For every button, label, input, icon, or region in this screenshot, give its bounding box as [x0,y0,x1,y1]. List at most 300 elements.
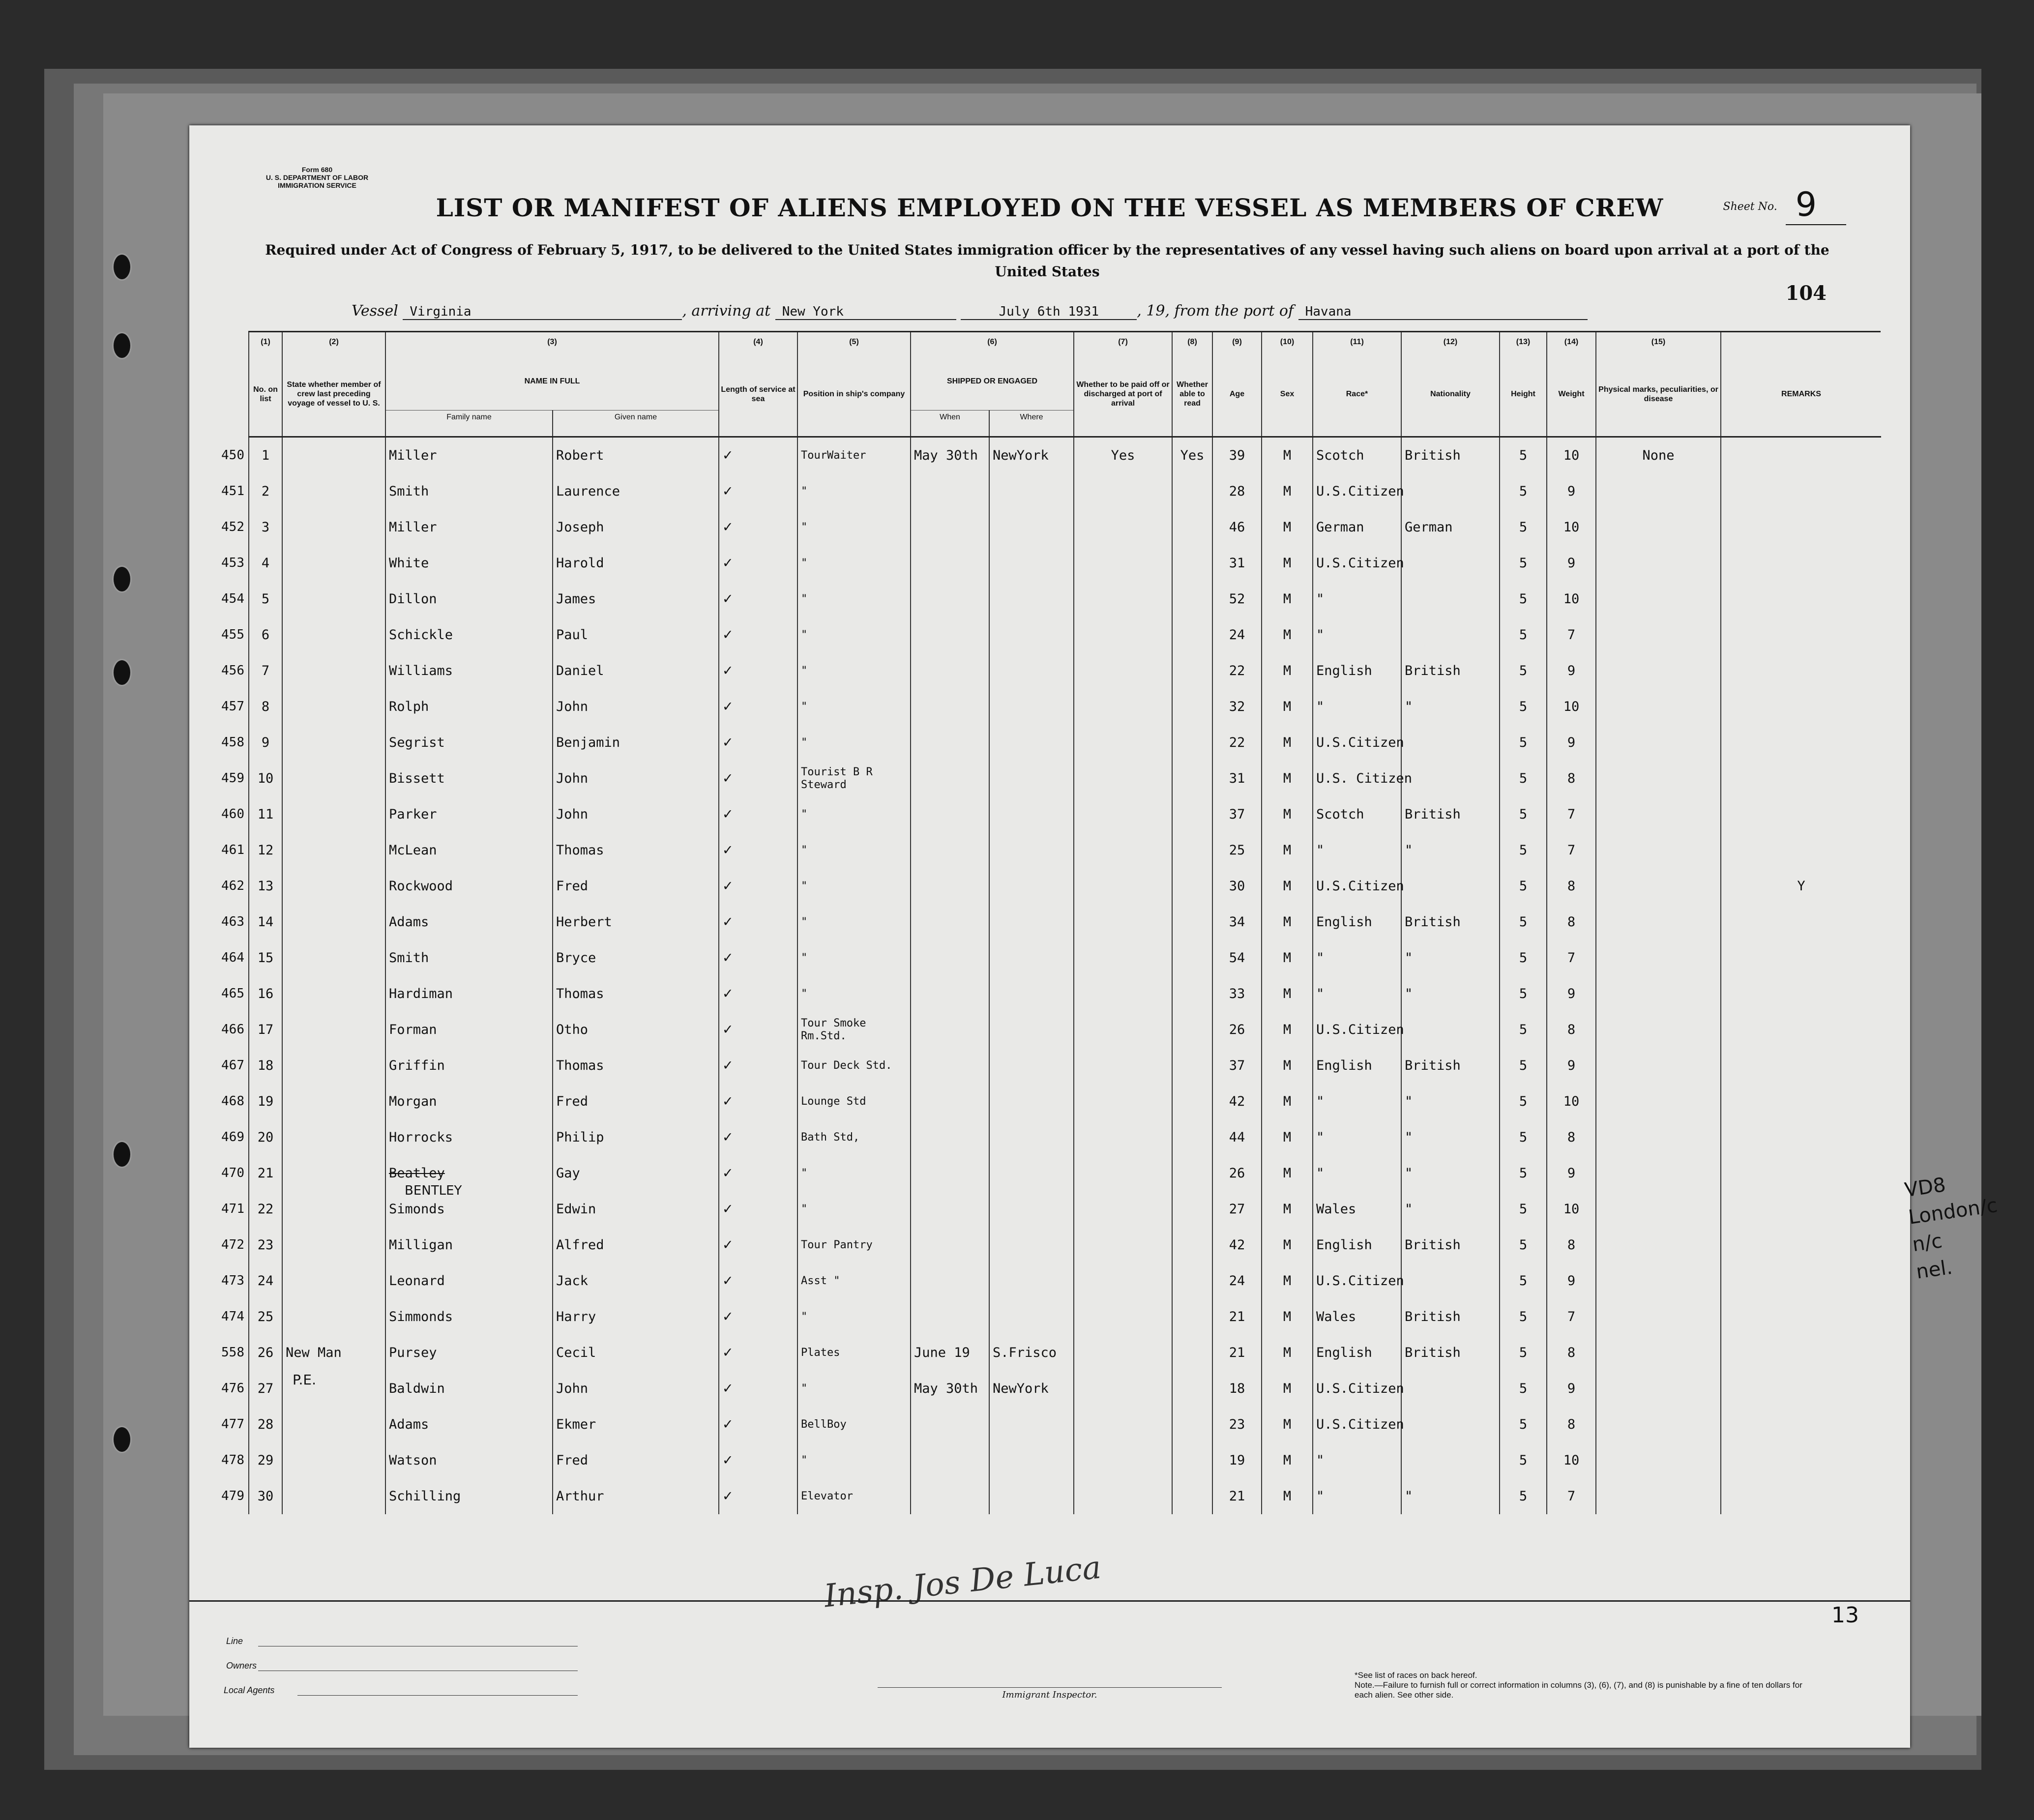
cell-weight: 7 [1547,832,1596,868]
row-number-value: 8 [261,699,270,714]
cell-row-number [221,1263,282,1299]
cell-paid-off [1074,976,1172,1012]
cell-paid-off [1074,545,1172,581]
crew-table-wrapper [221,331,1881,1592]
cell-height: 5 [1500,904,1547,940]
cell-position: Tourist B R Steward [797,761,911,796]
cell-position: TourWaiter [797,437,911,474]
cell-race: German [1313,509,1401,545]
cell-race: " [1313,940,1401,976]
cell-nationality [1401,1407,1500,1442]
cell-family-name: Smith [385,940,553,976]
table-row [249,1155,1881,1191]
cell-remarks [1721,1335,1881,1371]
ledger-number: 462 [221,879,244,893]
cell-remarks [1721,1299,1881,1335]
check-mark-icon: ✓ [722,1202,734,1217]
cell-able-to-read [1172,1335,1212,1371]
cell-row-number [221,1478,282,1514]
cell-height: 5 [1500,1119,1547,1155]
cell-height: 5 [1500,976,1547,1012]
table-row [249,1048,1881,1084]
cell-nationality [1401,545,1500,581]
cell-nationality: British [1401,1227,1500,1263]
cell-remarks [1721,689,1881,725]
cell-shipped-where: NewYork [989,437,1074,474]
cell-able-to-read [1172,617,1212,653]
line-label: Line [226,1636,243,1646]
cell-sex: M [1262,761,1313,796]
table-row [249,689,1881,725]
cell-shipped-when [911,473,989,509]
cell-row-number [221,1084,282,1119]
check-mark-icon: ✓ [722,735,734,750]
cell-paid-off [1074,761,1172,796]
cell-length-of-service [719,1012,797,1048]
cell-given-name: Thomas [553,832,719,868]
cell-physical-marks [1596,1084,1721,1119]
cell-member-of-crew [282,904,385,940]
cell-shipped-when [911,725,989,761]
cell-position: " [797,1371,911,1407]
cell-physical-marks [1596,653,1721,689]
cell-row-number [221,473,282,509]
cell-nationality [1401,761,1500,796]
cell-family-name: Leonard [385,1263,553,1299]
cell-able-to-read [1172,653,1212,689]
cell-race: Wales [1313,1191,1401,1227]
cell-remarks [1721,725,1881,761]
arrival-date: July 6th 1931 [961,304,1137,320]
table-row [249,545,1881,581]
form-number: Form 680 [301,166,333,174]
cell-given-name: Ekmer [553,1407,719,1442]
check-mark-icon: ✓ [722,1345,734,1360]
table-row [249,617,1881,653]
cell-row-number [221,545,282,581]
arrival-port: New York [775,304,956,320]
cell-paid-off [1074,617,1172,653]
cell-shipped-where [989,1155,1074,1191]
header-sex: Sex [1262,352,1313,437]
cell-shipped-when [911,581,989,617]
col-number: (8) [1172,332,1212,352]
cell-nationality: " [1401,832,1500,868]
table-row [249,1478,1881,1514]
cell-physical-marks [1596,1191,1721,1227]
cell-weight: 10 [1547,1191,1596,1227]
col-number: (2) [282,332,385,352]
table-row [249,761,1881,796]
row-number-value: 15 [257,950,274,966]
cell-age: 27 [1212,1191,1262,1227]
cell-sex: M [1262,1227,1313,1263]
ledger-number: 472 [221,1237,244,1252]
header-paid-off: Whether to be paid off or discharged at port of arrival [1074,352,1172,437]
cell-member-of-crew [282,653,385,689]
column-number-row [249,332,1881,352]
cell-sex: M [1262,832,1313,868]
handwritten-page-number: 13 [1831,1603,1859,1628]
cell-able-to-read [1172,1371,1212,1407]
cell-weight: 10 [1547,509,1596,545]
cell-age: 39 [1212,437,1262,474]
cell-nationality [1401,1012,1500,1048]
cell-able-to-read [1172,1155,1212,1191]
cell-able-to-read [1172,509,1212,545]
table-row [249,1442,1881,1478]
cell-remarks [1721,653,1881,689]
vessel-name: Virginia [403,304,682,320]
cell-height: 5 [1500,509,1547,545]
cell-given-name: Benjamin [553,725,719,761]
ledger-number: 457 [221,699,244,714]
header-able-to-read: Whether able to read [1172,352,1212,437]
cell-height: 5 [1500,1335,1547,1371]
sheet-number-label: Sheet No. [1723,201,1777,213]
cell-height: 5 [1500,1478,1547,1514]
cell-physical-marks [1596,1155,1721,1191]
crew-rows [221,437,1881,1515]
cell-race: English [1313,904,1401,940]
binder-hole [112,565,132,593]
footer-notes [1355,1671,1822,1700]
header-physical-marks: Physical marks, peculiarities, or disease [1596,352,1721,437]
cell-member-of-crew [282,832,385,868]
cell-height: 5 [1500,1407,1547,1442]
cell-nationality [1401,581,1500,617]
cell-position: " [797,1155,911,1191]
cell-family-name: Adams [385,904,553,940]
header-race: Race* [1313,352,1401,437]
check-mark-icon: ✓ [722,484,734,499]
cell-physical-marks [1596,725,1721,761]
check-mark-icon: ✓ [722,699,734,714]
cell-paid-off [1074,1191,1172,1227]
cell-remarks [1721,1191,1881,1227]
cell-given-name: Harold [553,545,719,581]
cell-sex: M [1262,509,1313,545]
departure-port: Havana [1298,304,1588,320]
cell-family-name: Miller [385,509,553,545]
cell-length-of-service [719,725,797,761]
cell-weight: 10 [1547,689,1596,725]
cell-family-name: White [385,545,553,581]
col-number: (7) [1074,332,1172,352]
cell-sex: M [1262,1442,1313,1478]
cell-remarks [1721,976,1881,1012]
cell-age: 22 [1212,725,1262,761]
cell-nationality: " [1401,1478,1500,1514]
cell-age: 31 [1212,545,1262,581]
cell-family-name: Smith [385,473,553,509]
ledger-number: 454 [221,591,244,606]
cell-remarks [1721,617,1881,653]
handwritten-correction: BENTLEY [405,1183,462,1198]
cell-sex: M [1262,1299,1313,1335]
cell-physical-marks [1596,1371,1721,1407]
ledger-number: 467 [221,1058,244,1073]
cell-nationality: " [1401,1155,1500,1191]
cell-position: Elevator [797,1478,911,1514]
row-number-value: 1 [261,448,270,463]
table-row [249,1335,1881,1371]
cell-nationality: " [1401,1119,1500,1155]
department-name: U. S. DEPARTMENT OF LABOR [265,174,369,181]
cell-age: 24 [1212,617,1262,653]
row-number-value: 2 [261,484,270,499]
cell-position: " [797,1191,911,1227]
cell-member-of-crew [282,1012,385,1048]
cell-age: 26 [1212,1155,1262,1191]
cell-sex: M [1262,1335,1313,1371]
cell-nationality: British [1401,1048,1500,1084]
cell-given-name: Thomas [553,1048,719,1084]
cell-able-to-read [1172,1263,1212,1299]
cell-able-to-read [1172,1191,1212,1227]
cell-age: 18 [1212,1371,1262,1407]
cell-nationality [1401,1442,1500,1478]
cell-nationality [1401,725,1500,761]
from-port-label: , from the port of [1165,302,1294,320]
cell-shipped-when [911,545,989,581]
cell-shipped-where [989,1119,1074,1155]
ledger-number: 460 [221,807,244,822]
cell-row-number [221,437,282,474]
row-number-value: 29 [257,1453,274,1468]
cell-able-to-read [1172,545,1212,581]
cell-length-of-service [719,617,797,653]
cell-age: 42 [1212,1084,1262,1119]
cell-physical-marks [1596,473,1721,509]
cell-row-number [221,1371,282,1407]
cell-row-number [221,509,282,545]
cell-member-of-crew [282,1155,385,1191]
cell-race: English [1313,1335,1401,1371]
arriving-label: , arriving at [682,302,771,320]
cell-length-of-service [719,581,797,617]
cell-height: 5 [1500,832,1547,868]
cell-shipped-when [911,1012,989,1048]
cell-family-name: Watson [385,1442,553,1478]
check-mark-icon: ✓ [722,1381,734,1396]
cell-able-to-read [1172,1442,1212,1478]
header-age: Age [1212,352,1262,437]
cell-physical-marks [1596,1012,1721,1048]
table-row [249,940,1881,976]
col-number: (1) [249,332,282,352]
cell-able-to-read [1172,689,1212,725]
table-row [249,1191,1881,1227]
cell-family-name: Milligan [385,1227,553,1263]
cell-race: Wales [1313,1299,1401,1335]
cell-physical-marks [1596,689,1721,725]
row-number-value: 24 [257,1273,274,1289]
cell-shipped-when [911,689,989,725]
cell-nationality: British [1401,437,1500,474]
cell-position: " [797,581,911,617]
row-number-value: 26 [257,1345,274,1360]
cell-weight: 8 [1547,1119,1596,1155]
check-mark-icon: ✓ [722,1166,734,1181]
header-family-name: Family name [385,411,553,437]
check-mark-icon: ✓ [722,1273,734,1289]
cell-weight: 7 [1547,617,1596,653]
cell-age: 37 [1212,796,1262,832]
row-number-value: 14 [257,914,274,930]
cell-paid-off [1074,1371,1172,1407]
cell-weight: 9 [1547,473,1596,509]
row-number-value: 10 [257,771,274,786]
cell-row-number [221,653,282,689]
ledger-number: 468 [221,1094,244,1109]
cell-member-of-crew [282,1442,385,1478]
cell-family-name: Forman [385,1012,553,1048]
cell-family-name: Pursey [385,1335,553,1371]
row-number-value: 22 [257,1202,274,1217]
cell-able-to-read: Yes [1172,437,1212,474]
table-row [249,1012,1881,1048]
cell-remarks [1721,1478,1881,1514]
cell-weight: 9 [1547,1371,1596,1407]
cell-length-of-service [719,1478,797,1514]
cell-age: 23 [1212,1407,1262,1442]
cell-paid-off [1074,940,1172,976]
cell-position: " [797,796,911,832]
cell-sex: M [1262,581,1313,617]
owners-label: Owners [226,1661,257,1671]
check-mark-icon: ✓ [722,879,734,894]
cell-able-to-read [1172,904,1212,940]
cell-sex: M [1262,653,1313,689]
cell-sex: M [1262,725,1313,761]
cell-age: 30 [1212,868,1262,904]
cell-position: Tour Smoke Rm.Std. [797,1012,911,1048]
cell-age: 42 [1212,1227,1262,1263]
cell-able-to-read [1172,1119,1212,1155]
vessel-label: Vessel [352,302,398,320]
cell-shipped-where [989,832,1074,868]
cell-age: 28 [1212,473,1262,509]
cell-race: " [1313,1155,1401,1191]
cell-weight: 9 [1547,1155,1596,1191]
cell-weight: 7 [1547,1299,1596,1335]
row-number-value: 18 [257,1058,274,1073]
row-number-value: 27 [257,1381,274,1396]
cell-race: Scotch [1313,796,1401,832]
col-number: (10) [1262,332,1313,352]
row-number-value: 25 [257,1309,274,1324]
cell-shipped-when [911,1407,989,1442]
handwritten-pe-mark: P.E. [293,1372,317,1388]
check-mark-icon: ✓ [722,1237,734,1253]
cell-shipped-when [911,1227,989,1263]
cell-family-name: Schickle [385,617,553,653]
ledger-number: 477 [221,1417,244,1432]
cell-paid-off [1074,796,1172,832]
header-when: When [911,411,989,437]
cell-nationality: British [1401,1335,1500,1371]
cell-row-number [221,796,282,832]
cell-physical-marks [1596,832,1721,868]
cell-shipped-where: S.Frisco [989,1335,1074,1371]
table-row [249,976,1881,1012]
header-remarks: REMARKS [1721,352,1881,437]
cell-physical-marks [1596,1227,1721,1263]
cell-age: 37 [1212,1048,1262,1084]
cell-length-of-service [719,1084,797,1119]
check-mark-icon: ✓ [722,448,734,463]
cell-shipped-when [911,653,989,689]
cell-age: 24 [1212,1263,1262,1299]
cell-member-of-crew [282,976,385,1012]
cell-weight: 8 [1547,1227,1596,1263]
cell-remarks [1721,832,1881,868]
cell-race: " [1313,1442,1401,1478]
cell-race: " [1313,689,1401,725]
cell-given-name: Philip [553,1119,719,1155]
cell-length-of-service [719,1335,797,1371]
cell-sex: M [1262,1191,1313,1227]
cell-nationality [1401,473,1500,509]
table-row [249,1371,1881,1407]
ledger-number: 453 [221,556,244,570]
cell-physical-marks [1596,868,1721,904]
cell-remarks [1721,761,1881,796]
cell-shipped-where [989,473,1074,509]
cell-race: " [1313,1084,1401,1119]
cell-length-of-service [719,545,797,581]
header-position: Position in ship's company [797,352,911,437]
cell-paid-off [1074,1478,1172,1514]
cell-sex: M [1262,796,1313,832]
cell-weight: 9 [1547,653,1596,689]
cell-physical-marks [1596,1478,1721,1514]
cell-member-of-crew [282,473,385,509]
cell-able-to-read [1172,761,1212,796]
cell-nationality: British [1401,904,1500,940]
cell-age: 21 [1212,1335,1262,1371]
cell-member-of-crew [282,868,385,904]
cell-able-to-read [1172,1227,1212,1263]
cell-sex: M [1262,1478,1313,1514]
cell-paid-off [1074,473,1172,509]
cell-length-of-service [719,1155,797,1191]
form-identifier [253,166,381,189]
cell-row-number [221,1191,282,1227]
row-number-value: 6 [261,627,270,643]
col-number: (13) [1500,332,1547,352]
cell-position: " [797,940,911,976]
cell-remarks [1721,509,1881,545]
cell-row-number [221,1012,282,1048]
cell-race: " [1313,1119,1401,1155]
cell-nationality: " [1401,689,1500,725]
cell-physical-marks [1596,1299,1721,1335]
cell-family-name: Dillon [385,581,553,617]
ledger-number: 473 [221,1273,244,1288]
cell-able-to-read [1172,725,1212,761]
ledger-number: 465 [221,986,244,1001]
cell-family-name: Miller [385,437,553,474]
cell-position: " [797,689,911,725]
row-number-value: 4 [261,556,270,571]
voyage-line [352,302,1588,320]
cell-height: 5 [1500,1371,1547,1407]
cell-shipped-where [989,581,1074,617]
cell-age: 21 [1212,1299,1262,1335]
cell-family-name: Baldwin [385,1371,553,1407]
